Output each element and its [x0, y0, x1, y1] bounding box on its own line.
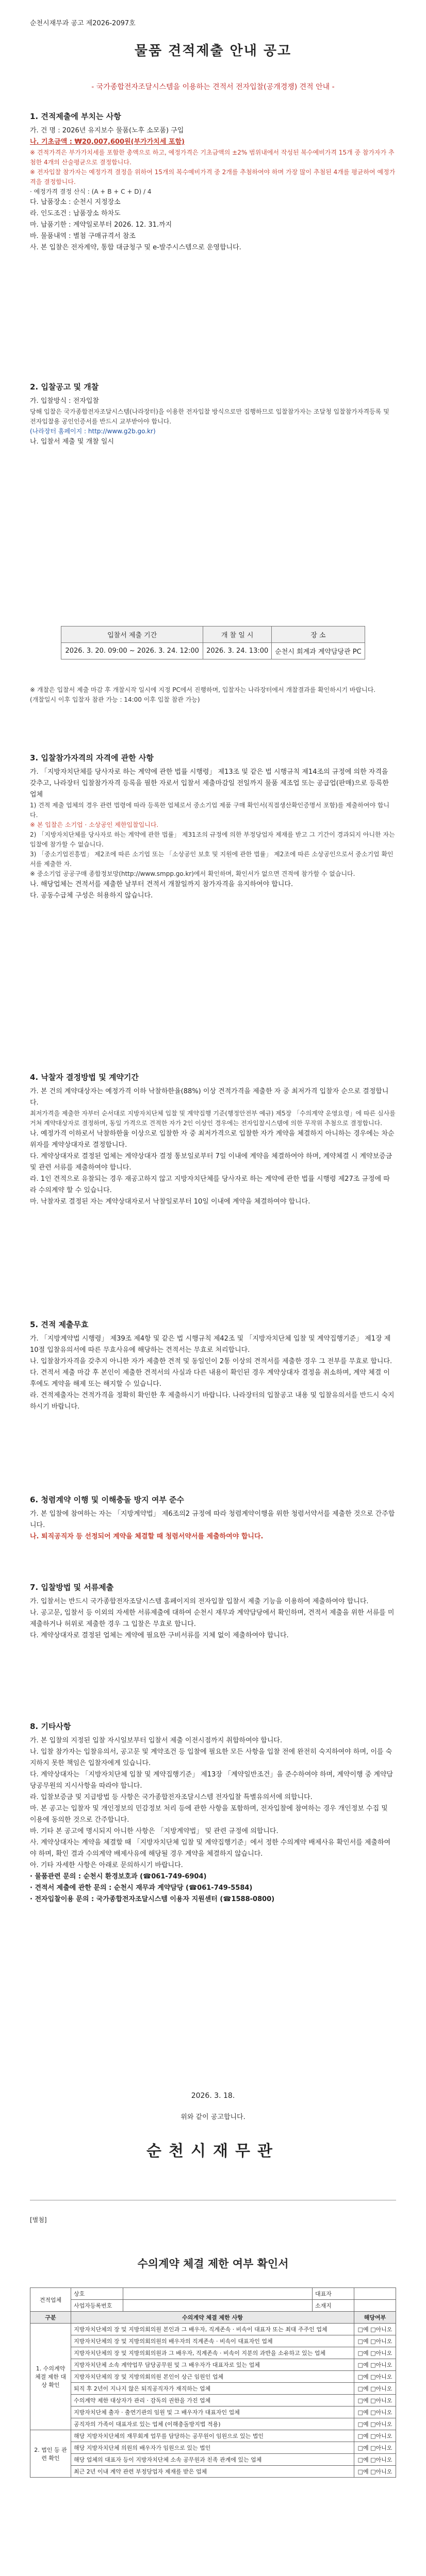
- yes-no-checkbox[interactable]: □예 □아니오: [354, 2383, 396, 2395]
- info-field-label: 사업자등록번호: [71, 2300, 123, 2312]
- yes-no-checkbox[interactable]: □예 □아니오: [354, 2466, 396, 2478]
- section-6-heading: 6. 청렴계약 이행 및 이해충돌 방지 여부 준수: [30, 1495, 185, 1504]
- attachment-label: [별첨]: [30, 2216, 47, 2224]
- s7-line: 가. 입찰서는 반드시 국가종합전자조달시스템 홈페이지의 전자입찰 입찰서 제출 기능을 이용하여 제출하여야 합니다.: [30, 1598, 369, 1605]
- restriction-item: 해당 업체의 대표자 등이 지방자치단체 소속 공무원과 친족 관계에 있는 업체: [71, 2454, 354, 2466]
- s4-line: 최저가격을 제출한 자부터 순서대로 지방자치단체 입찰 및 계약집행 기준(행정안전부 예규) 제5장 「수의계약 운영요령」에 따른 심사를 거쳐 계약대상자로 결정하며, 동일 가격으로 견적한 자가 2인 이상인 경우에는 전자입찰시스템에 의한 무작위 추첨으로 결정합니다.: [30, 1110, 396, 1127]
- s8-line: 다. 계약상대자는 「지방자치단체 입찰 및 계약집행기준」 제13장 「계약일반조건」을 준수하여야 하며, 계약이행 중 계약담당공무원의 지시사항을 따라야 합니다.: [30, 1771, 394, 1790]
- s4-line: 마. 낙찰자로 결정된 자는 계약상대자로서 낙찰일로부터 10일 이내에 계약을 체결하여야 합니다.: [30, 1198, 310, 1206]
- s8-contact: · 전자입찰이용 문의 : 국가종합전자조달시스템 이용자 지원센터 (☎1588-0800): [30, 1895, 275, 1903]
- yes-no-checkbox[interactable]: □예 □아니오: [354, 2324, 396, 2335]
- yes-no-checkbox[interactable]: □예 □아니오: [354, 2395, 396, 2406]
- notice-number: 순천시재무과 공고 제2026-2097호: [30, 20, 136, 27]
- section-1: [30, 111, 396, 253]
- section-5: [30, 1319, 396, 1413]
- restriction-item: 퇴직 후 2년이 지나지 않은 퇴직공직자가 재직하는 업체: [71, 2383, 354, 2395]
- info-field-label: 상호: [71, 2288, 123, 2300]
- notice-closing: 위와 같이 공고합니다.: [181, 2113, 245, 2121]
- section-2-heading: 2. 입찰공고 및 개찰: [30, 382, 99, 392]
- section-1-heading: 1. 견적제출에 부치는 사항: [30, 112, 121, 121]
- schedule-header: 입찰서 제출 기간: [61, 626, 203, 643]
- s8-contact: · 견적서 제출에 관한 문의 : 순천시 재무과 계약담당 (☎061-749-5584): [30, 1884, 253, 1892]
- form-header: 구분: [30, 2312, 71, 2324]
- s8-line: 나. 입찰 참가자는 입찰유의서, 공고문 및 계약조건 등 입찰에 필요한 모든 사항을 입찰 전에 완전히 숙지하여야 하며, 이를 숙지하지 못한 책임은 입찰자에게 있습니다.: [30, 1748, 392, 1767]
- s4-line: 라. 1인 견적으로 유찰되는 경우 재공고하지 않고 지방자치단체를 당사자로 하는 계약에 관한 법률 시행령 제27조 규정에 따라 수의계약 할 수 있습니다.: [30, 1175, 390, 1194]
- group-category: 1. 수의계약 체결 제한 대상 확인: [30, 2324, 71, 2430]
- s6-line: 가. 본 입찰에 참여하는 자는 「지방계약법」 제6조의2 규정에 따라 청렴계약이행을 위한 청렴서약서를 제출한 것으로 간주합니다.: [30, 1510, 395, 1529]
- info-label: 견적업체: [30, 2288, 71, 2312]
- confirmation-form-table: [30, 2287, 396, 2478]
- schedule-cell: 2026. 3. 20. 09:00 ~ 2026. 3. 24. 12:00: [61, 643, 203, 659]
- restriction-item: 지방자치단체의 장 및 지방의회의원과 그 배우자, 직계존속 · 비속이 지분의 과반을 소유하고 있는 업체: [71, 2347, 354, 2359]
- s2-line: 당해 입찰은 국가종합전자조달시스템(나라장터)을 이용한 전자입찰 방식으로만 집행하므로 입찰참가자는 조달청 입찰참가자격등록 및 전자입찰용 공인인증서를 반드시 교부받아야 합니다.: [30, 408, 389, 425]
- s1-note: · 예정가격 결정 산식 : (A + B + C + D) / 4: [30, 188, 152, 195]
- s5-line: 다. 견적서 제출 마감 후 본인이 제출한 견적서의 사실과 다른 내용이 확인된 경우 계약상대자 결정을 취소하며, 계약 체결 이후에도 계약을 해제 또는 해지할 수 있습니다.: [30, 1369, 390, 1388]
- form-header: 해당여부: [354, 2312, 396, 2324]
- restriction-item: 수의계약 제한 대상자가 관리 · 감독의 권한을 가진 업체: [71, 2395, 354, 2406]
- section-3-heading: 3. 입찰참가자격의 자격에 관한 사항: [30, 753, 154, 762]
- schedule-cell: 2026. 3. 24. 13:00: [203, 643, 272, 659]
- s8-line: 아. 기타 자세한 사항은 아래로 문의하시기 바랍니다.: [30, 1861, 183, 1869]
- section-2-after: [30, 685, 396, 705]
- section-5-heading: 5. 견적 제출무효: [30, 1320, 89, 1329]
- yes-no-checkbox[interactable]: □예 □아니오: [354, 2335, 396, 2347]
- s1-line: 나. 기초금액 : ₩20,007,600원(부가가치세 포함): [30, 138, 185, 146]
- restriction-item: 최근 2년 이내 계약 관련 부정당업자 제재를 받은 업체: [71, 2466, 354, 2478]
- s5-line: 가. 「지방계약법 시행령」 제39조 제4항 및 같은 법 시행규칙 제42조 및 「지방자치단체 입찰 및 계약집행기준」 제1장 제10절 입찰유의서에 따른 무효사유에 해당하는 견적서는 무효로 처리합니다.: [30, 1335, 391, 1354]
- restriction-item: 지방자치단체의 장 및 지방의회의원 본인과 그 배우자, 직계존속 · 비속이 대표자 또는 최대 주주인 업체: [71, 2324, 354, 2335]
- s2-link[interactable]: (나라장터 홈페이지 : http://www.g2b.go.kr): [30, 428, 156, 435]
- form-header: 수의계약 체결 제한 사항: [71, 2312, 354, 2324]
- s1-note: ※ 견적가격은 부가가치세를 포함한 총액으로 하고, 예정가격은 기초금액의 ±2% 범위내에서 작성된 복수예비가격 15개 중 참가자가 추첨한 4개의 산술평균으로 결정합니다.: [30, 149, 395, 166]
- representative-field[interactable]: [354, 2288, 396, 2300]
- s1-line: 마. 납품기한 : 계약일로부터 2026. 12. 31.까지: [30, 221, 172, 229]
- restriction-item: 지방자치단체의 장 및 지방의회의원의 배우자의 직계존속 · 비속이 대표자인 업체: [71, 2335, 354, 2347]
- s5-line: 나. 입찰참가자격을 갖추지 아니한 자가 제출한 견적 및 동일인이 2통 이상의 견적서를 제출한 경우 그 전부를 무효로 합니다.: [30, 1358, 392, 1365]
- s3-line: 다. 공동수급체 구성은 허용하지 않습니다.: [30, 892, 153, 900]
- s8-line: 마. 본 공고는 입찰자 및 개인정보의 민감정보 처리 등에 관한 사항을 포함하며, 전자입찰에 참여하는 경우 개인정보 수집 및 이용에 동의한 것으로 간주합니다.: [30, 1805, 388, 1824]
- schedule-header: 장 소: [271, 626, 365, 643]
- issuing-organization: 순천시재무관: [146, 2142, 280, 2160]
- restriction-item: 지방자치단체 소속 계약업무 담당공무원 및 그 배우자가 대표자로 있는 업체: [71, 2359, 354, 2371]
- section-7-heading: 7. 입찰방법 및 서류제출: [30, 1583, 114, 1592]
- group-category: 2. 법인 등 관련 확인: [30, 2430, 71, 2478]
- info-field-label: 소재지: [313, 2300, 354, 2312]
- s8-line: 사. 계약상대자는 계약을 체결할 때 「지방자치단체 입찰 및 계약집행기준」에서 정한 수의계약 배제사유 확인서를 제출하여야 하며, 확인 결과 수의계약 배제사유에 해당될 경우 계약을 체결하지 않습니다.: [30, 1839, 391, 1858]
- section-3: [30, 752, 396, 902]
- s4-line: 나. 예정가격 이하로서 낙찰하한율 이상으로 입찰한 자 중 최저가격으로 입찰한 자가 계약을 체결하지 아니하는 경우에는 차순위자를 계약상대자로 결정합니다.: [30, 1130, 395, 1149]
- page-subtitle: - 국가종합전자조달시스템을 이용하는 견적서 전자입찰(공개경쟁) 견적 안내 -: [91, 83, 335, 91]
- s1-line: 가. 건 명 : 2026년 유지보수 물품(노후 소모품) 구입: [30, 127, 184, 134]
- yes-no-checkbox[interactable]: □예 □아니오: [354, 2406, 396, 2418]
- s6-line: 나. 퇴직공직자 등 선정되어 계약을 체결할 때 청렴서약서를 제출하여야 합니다.: [30, 1533, 264, 1540]
- yes-no-checkbox[interactable]: □예 □아니오: [354, 2347, 396, 2359]
- s3-line: ※ 중소기업 공공구매 종합정보망(http://www.smpp.go.kr)에서 확인하며, 확인서가 없으면 견적에 참가할 수 없습니다.: [30, 870, 355, 877]
- restriction-item: 지방자치단체의 장 및 지방의회의원 본인이 상근 임원인 업체: [71, 2371, 354, 2383]
- section-6: [30, 1494, 396, 1543]
- schedule-header: 개 찰 일 시: [203, 626, 272, 643]
- s1-line: 바. 물품내역 : 별첨 구매규격서 참조: [30, 232, 136, 240]
- restriction-item: 해당 지방자치단체 의원의 배우자가 임원으로 있는 법인: [71, 2442, 354, 2454]
- section-4-heading: 4. 낙찰자 결정방법 및 계약기간: [30, 1073, 139, 1082]
- s2-after: ※ 개찰은 입찰서 제출 마감 후 개찰시작 일시에 지정 PC에서 진행하며, 입찰자는 나라장터에서 개찰결과를 확인하시기 바랍니다.: [30, 686, 376, 693]
- s8-contact: · 물품관련 문의 : 순천시 환경보호과 (☎061-749-6904): [30, 1873, 207, 1880]
- s2-after: (개찰일시 이후 입찰자 참관 가능 : 14:00 이후 입찰 참관 가능): [30, 696, 200, 703]
- s3-line: 1) 견적 제출 업체의 경우 관련 법령에 따라 등록한 업체로서 중소기업 제품 구매 확인서(직접생산확인증명서 포함)를 제출하여야 합니다.: [30, 802, 390, 819]
- address-field[interactable]: [354, 2300, 396, 2312]
- schedule-cell: 순천시 회계과 계약담당관 PC: [271, 643, 365, 659]
- s5-line: 라. 견적제출자는 견적가격을 정확히 확인한 후 제출하시기 바랍니다. 나라장터의 입찰공고 내용 및 입찰유의서를 반드시 숙지하시기 바랍니다.: [30, 1392, 395, 1411]
- s1-line: 다. 납품장소 : 순천시 지정장소: [30, 198, 121, 206]
- s4-line: 다. 계약상대자로 결정된 업체는 계약상대자 결정 통보일로부터 7일 이내에 계약을 체결하여야 하며, 계약체결 시 계약보증금 및 관련 서류를 제출하여야 합니다.: [30, 1153, 392, 1172]
- s8-line: 바. 기타 본 공고에 명시되지 아니한 사항은 「지방계약법」 및 관련 규정에 의합니다.: [30, 1827, 278, 1835]
- s3-line: 3) 「중소기업진흥법」 제2조에 따른 소기업 또는 「소상공인 보호 및 지원에 관한 법률」 제2조에 따른 소상공인으로서 중소기업 확인서를 제출한 자.: [30, 851, 394, 868]
- notice-date: 2026. 3. 18.: [191, 2092, 235, 2100]
- schedule-table: [61, 626, 365, 659]
- yes-no-checkbox[interactable]: □예 □아니오: [354, 2359, 396, 2371]
- info-field-label: 대표자: [313, 2288, 354, 2300]
- s4-line: 가. 본 건의 계약대상자는 예정가격 이하 낙찰하한율(88%) 이상 견적가격을 제출한 자 중 최저가격 입찰자 순으로 결정합니다.: [30, 1088, 389, 1107]
- section-2: [30, 381, 396, 448]
- s7-line: 다. 계약상대자로 결정된 업체는 계약에 필요한 구비서류를 지체 없이 제출하여야 합니다.: [30, 1632, 289, 1639]
- s2-line: 나. 입찰서 제출 및 개찰 일시: [30, 438, 114, 446]
- s3-line: 나. 해당업체는 견적서를 제출한 날부터 견적서 개찰일까지 참가자격을 유지하여야 합니다.: [30, 880, 293, 888]
- yes-no-checkbox[interactable]: □예 □아니오: [354, 2454, 396, 2466]
- section-8-heading: 8. 기타사항: [30, 1722, 71, 1731]
- s8-line: 라. 입찰보증금 및 지급방법 등 사항은 국가종합전자조달시스템 전자입찰 특별유의서에 의합니다.: [30, 1793, 313, 1801]
- s2-line: 가. 입찰방식 : 전자입찰: [30, 397, 99, 405]
- restriction-item: 공직자의 가족이 대표자로 있는 업체 (이해충돌방지법 적용): [71, 2418, 354, 2430]
- s8-line: 가. 본 입찰의 지정된 입찰 자시일보부터 입찰서 제출 이전시점까지 취합하여야 합니다.: [30, 1737, 283, 1744]
- s3-line: 2) 「지방자치단체를 당사자로 하는 계약에 관한 법률」 제31조의 규정에 의한 부정당업자 제재를 받고 그 기간이 경과되지 아니한 자는 입찰에 참가할 수 없습니다.: [30, 831, 395, 848]
- registration-number-field[interactable]: [123, 2300, 313, 2312]
- yes-no-checkbox[interactable]: □예 □아니오: [354, 2442, 396, 2454]
- s1-note: ※ 전자입찰 참가자는 예정가격 결정을 위하여 15개의 복수예비가격 중 2개를 추첨하여야 하며 가장 많이 추첨된 4개를 평균하여 예정가격을 결정합니다.: [30, 168, 396, 185]
- restriction-item: 해당 지방자치단체의 재무회계 업무를 담당하는 공무원이 임원으로 있는 법인: [71, 2430, 354, 2442]
- section-7: [30, 1582, 396, 1641]
- s7-line: 나. 공고문, 입찰서 등 이외의 자세한 서류제출에 대하여 순천시 재무과 계약담당에서 확인하며, 견적서 제출을 위한 서류를 미제출하거나 허위로 제출한 경우 그 입찰은 무효로 합니다.: [30, 1609, 395, 1628]
- yes-no-checkbox[interactable]: □예 □아니오: [354, 2418, 396, 2430]
- yes-no-checkbox[interactable]: □예 □아니오: [354, 2371, 396, 2383]
- s3-line: ※ 본 입찰은 소기업 · 소상공인 제한입찰입니다.: [30, 821, 159, 828]
- page-title: 물품 견적제출 안내 공고: [134, 43, 292, 59]
- s1-line: 사. 본 입찰은 전자계약, 통합 대금청구 및 e-발주시스템으로 운영합니다.: [30, 244, 241, 251]
- company-name-field[interactable]: [123, 2288, 313, 2300]
- section-8: [30, 1721, 396, 1905]
- form-title: 수의계약 체결 제한 여부 확인서: [137, 2258, 289, 2270]
- yes-no-checkbox[interactable]: □예 □아니오: [354, 2430, 396, 2442]
- section-4: [30, 1072, 396, 1208]
- s1-line: 라. 인도조건 : 납품장소 하차도: [30, 210, 121, 217]
- restriction-item: 지방자치단체 출자 · 출연기관의 임원 및 그 배우자가 대표자인 업체: [71, 2406, 354, 2418]
- s3-line: 가. 「지방자치단체를 당사자로 하는 계약에 관한 법률 시행령」 제13조 및 같은 법 시행규칙 제14조의 규정에 의한 자격을 갖추고, 나라장터 입찰참가자격 등록을 필한 자로서 입찰서 제출마감일 전일까지 물품 제조업 또는 공급업(판매)으로 등록한 업체: [30, 768, 389, 799]
